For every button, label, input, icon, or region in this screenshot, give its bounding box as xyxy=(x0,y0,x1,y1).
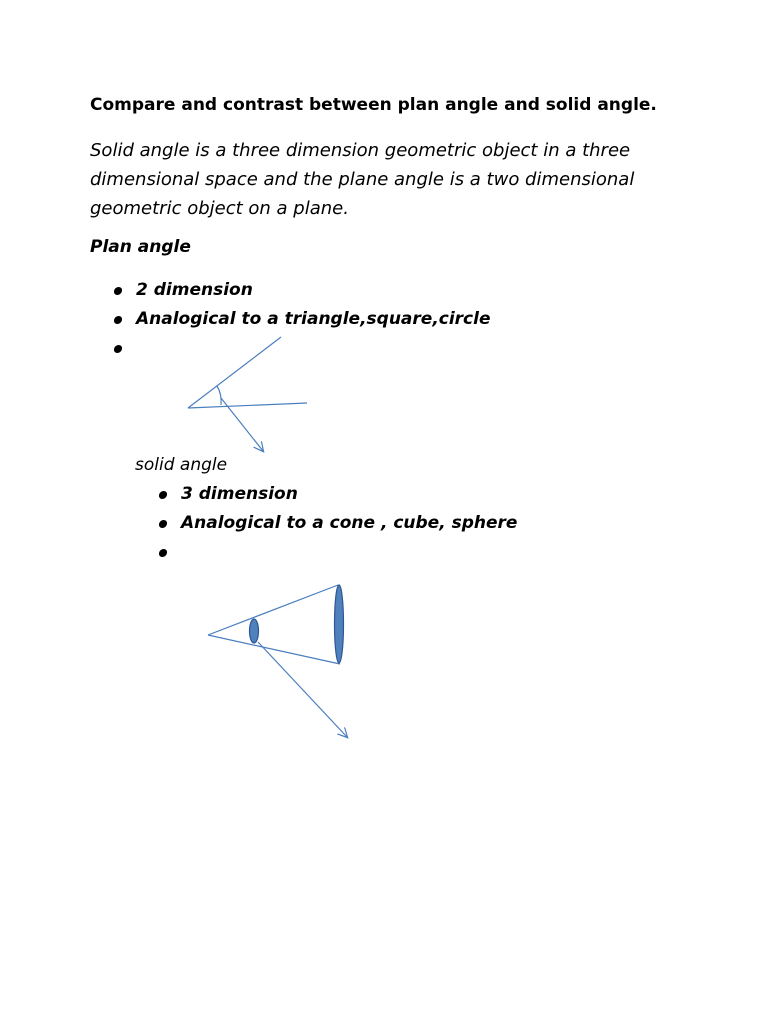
document-heading: Compare and contrast between plan angle and solid angle. xyxy=(90,95,657,115)
bullet-text: 2 dimension xyxy=(136,280,253,300)
plan-angle-title: Plan angle xyxy=(90,237,191,257)
bullet-text: 3 dimension xyxy=(181,484,298,504)
bullet-text: Analogical to a triangle,square,circle xyxy=(136,309,491,329)
cone-edge-upper xyxy=(208,585,338,635)
bullet-text: Analogical to a cone , cube, sphere xyxy=(181,513,518,533)
solid-angle-title: solid angle xyxy=(135,455,228,475)
intro-paragraph: Solid angle is a three dimension geometric object in a three dimensional space and the plane angle is a two dimensional geometric object on a plane. xyxy=(90,140,635,219)
cone-base xyxy=(335,585,344,663)
cone-small-section xyxy=(250,619,259,643)
